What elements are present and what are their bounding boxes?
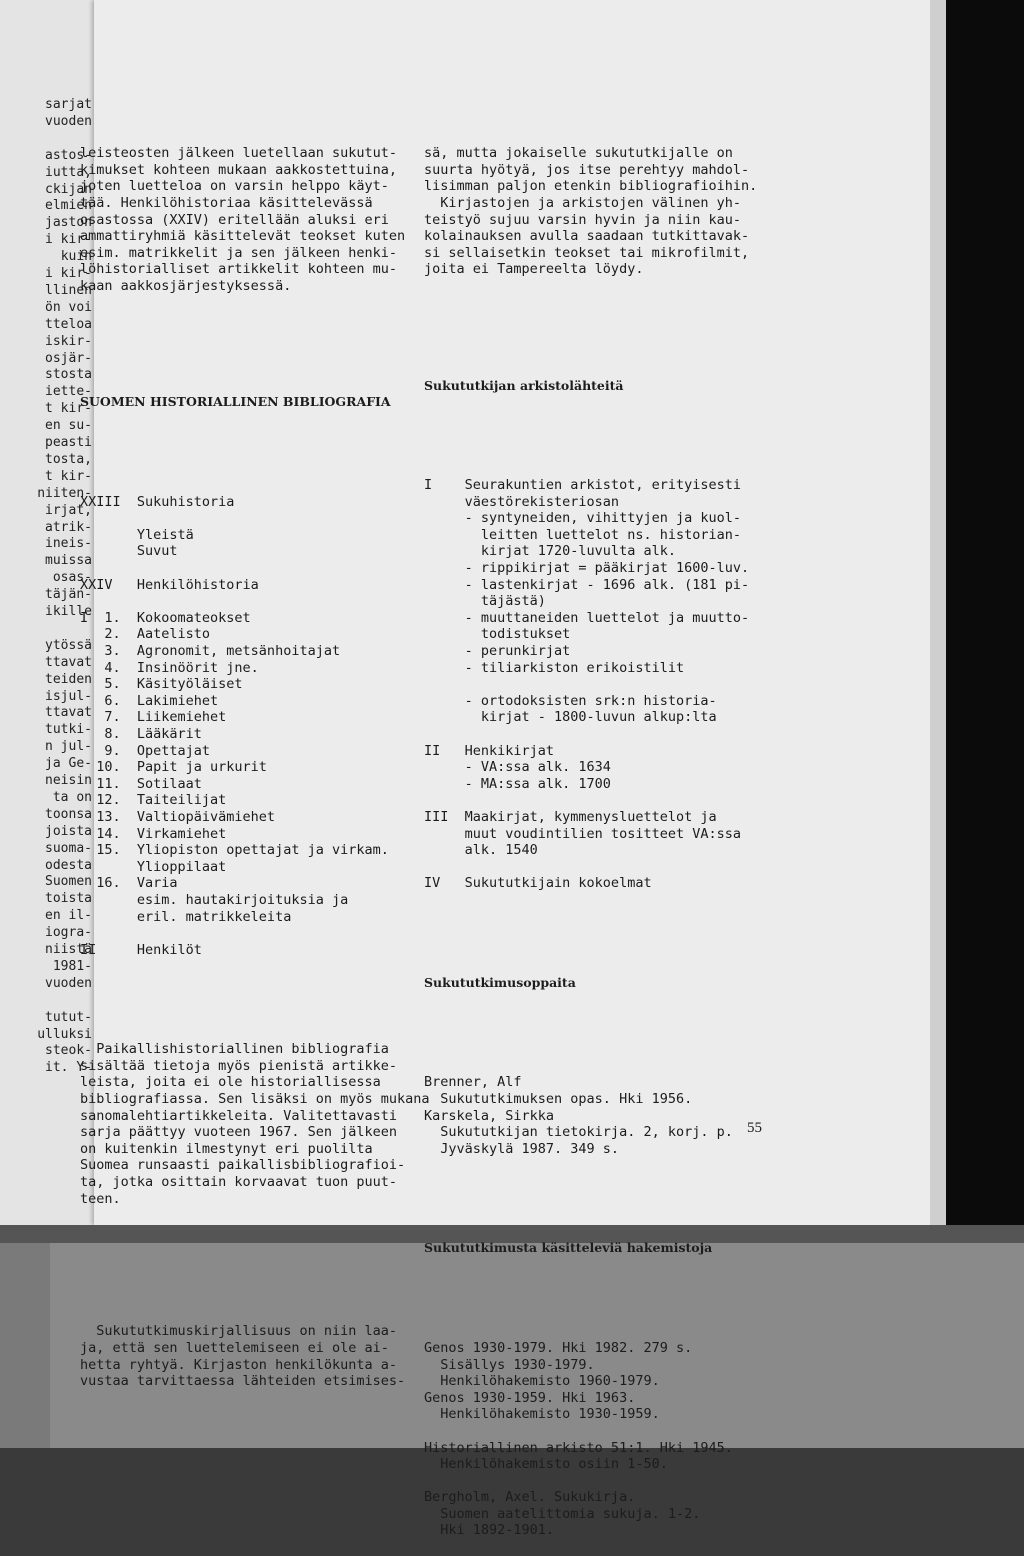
toc-line: 3. Agronomit, metsänhoitajat xyxy=(80,643,341,659)
margin-fragment: odesta xyxy=(45,857,92,873)
toc-line: 16. Varia xyxy=(80,875,178,892)
text-line: kimukset kohteen mukaan aakkostettuina, xyxy=(80,161,397,178)
margin-fragment: it. Y- xyxy=(45,1060,92,1076)
index-line: Henkilöhakemisto 1960-1979. xyxy=(424,1373,660,1390)
margin-fragment: atrik- xyxy=(45,519,92,535)
text-line: osastossa (XXIV) eritellään aluksi eri xyxy=(80,211,389,228)
text-line: teen. xyxy=(80,1190,121,1207)
paragraph-local-bibliography xyxy=(80,1041,430,1207)
archive-line: muut voudintilien tositteet VA:ssa xyxy=(424,825,741,842)
toc-line: II Henkilöt xyxy=(80,941,202,958)
margin-fragment: muissa xyxy=(45,553,92,569)
margin-fragment: astos- xyxy=(45,147,92,163)
margin-fragment: 1981- xyxy=(52,958,92,974)
archive-line: - syntyneiden, vihittyjen ja kuol- xyxy=(424,510,741,527)
text-line: lisimman paljon etenkin bibliografioihin. xyxy=(424,178,758,195)
text-line: Paikallishistoriallinen bibliografia xyxy=(80,1041,389,1058)
text-line: tää. Henkilöhistoriaa käsittelevässä xyxy=(80,194,373,211)
text-line: leisteosten jälkeen luetellaan sukutut- xyxy=(80,145,397,162)
margin-fragment: sarjat xyxy=(45,97,92,112)
margin-fragment: neisin xyxy=(45,773,92,788)
archive-line: kirjat - 1800-luvun alkup:lta xyxy=(424,709,717,726)
guide-line: Jyväskylä 1987. 349 s. xyxy=(424,1140,620,1157)
toc-line xyxy=(80,560,430,577)
index-line: Henkilöhakemisto 1930-1959. xyxy=(424,1406,660,1423)
left-intro xyxy=(80,145,430,294)
text-line: joten luetteloa on varsin helppo käyt- xyxy=(80,178,389,195)
toc-line: 6. Lakimiehet xyxy=(80,692,219,709)
text-line: leista, joita ei ole historiallisessa xyxy=(80,1074,381,1091)
margin-fragment: suoma- xyxy=(45,840,92,856)
margin-fragment: joista xyxy=(45,823,92,839)
margin-fragment: tosta, xyxy=(45,451,92,467)
archive-line: I Seurakuntien arkistot, erityisesti xyxy=(424,477,741,494)
text-line: si sellaisetkin teokset tai mikrofilmit, xyxy=(424,244,750,261)
archive-line: III Maakirjat, kymmenysluettelot ja xyxy=(424,808,717,825)
margin-fragment: llinen xyxy=(45,282,92,298)
right-column xyxy=(424,112,757,1556)
margin-fragment: ta on xyxy=(52,789,92,805)
archive-sources-heading: Sukututkijan arkistolähteitä xyxy=(424,377,624,393)
text-line: on kuitenkin ilmestynyt eri puolilta xyxy=(80,1140,373,1157)
margin-fragment: tteloa xyxy=(45,316,92,332)
toc-line: 10. Papit ja urkurit xyxy=(80,759,267,776)
archive-line: todistukset xyxy=(424,626,571,643)
margin-fragment: iette- xyxy=(45,384,92,400)
toc-line: I 1. Kokoomateokset xyxy=(80,609,251,626)
toc-line: XXIII Sukuhistoria xyxy=(80,493,235,510)
page-number: 55 xyxy=(747,1120,762,1136)
margin-fragment: ön voi xyxy=(45,299,92,315)
margin-fragment: ckijan xyxy=(45,181,92,197)
index-line: Genos 1930-1979. Hki 1982. 279 s. xyxy=(424,1339,693,1356)
text-line: hetta ryhtyä. Kirjaston henkilökunta a- xyxy=(80,1356,397,1373)
text-line: sanomalehtiartikkeleita. Valitettavasti xyxy=(80,1107,397,1124)
text-line: teistyö sujuu varsin hyvin ja niin kau- xyxy=(424,211,741,228)
indexes-list xyxy=(424,1340,757,1539)
toc-line: 14. Virkamiehet xyxy=(80,825,227,842)
margin-fragment: toista xyxy=(45,891,92,907)
index-line: Hki 1892-1901. xyxy=(424,1522,555,1539)
margin-fragment: jaston xyxy=(45,215,92,231)
margin-fragment: ulluksi xyxy=(37,1026,92,1042)
toc-line: 7. Liikemiehet xyxy=(80,709,227,726)
guides-heading: Sukututkimusoppaita xyxy=(424,974,576,990)
archive-line: - lastenkirjat - 1696 alk. (181 pi- xyxy=(424,576,750,593)
margin-fragment: kuin xyxy=(60,249,92,265)
toc-line: Suvut xyxy=(80,543,178,560)
archive-line: - VA:ssa alk. 1634 xyxy=(424,759,611,776)
margin-fragment: i kir- xyxy=(45,232,92,248)
text-line: löhistorialliset artikkelit kohteen mu- xyxy=(80,261,397,278)
guide-line: Karskela, Sirkka xyxy=(424,1107,555,1124)
bibliography-toc xyxy=(80,494,430,959)
archive-line: - perunkirjat xyxy=(424,643,571,659)
toc-line xyxy=(80,925,430,942)
text-line: suurta hyötyä, jos itse perehtyy mahdol- xyxy=(424,161,750,178)
toc-line: esim. hautakirjoituksia ja xyxy=(80,891,349,908)
archive-line: kirjat 1720-luvulta alk. xyxy=(424,543,676,560)
toc-line: XXIV Henkilöhistoria xyxy=(80,576,259,593)
text-line: sä, mutta jokaiselle sukututkijalle on xyxy=(424,145,733,162)
archive-line xyxy=(424,859,757,876)
archive-line xyxy=(424,676,757,693)
margin-fragment: iogra- xyxy=(45,925,92,941)
text-line: Kirjastojen ja arkistojen välinen yh- xyxy=(424,194,741,211)
margin-fragment: vuoden xyxy=(45,113,92,129)
archive-line xyxy=(424,726,757,743)
margin-fragment: täjän- xyxy=(45,587,92,603)
archive-line: IV Sukututkijain kokoelmat xyxy=(424,875,652,892)
index-line: Henkilöhakemisto osiin 1-50. xyxy=(424,1456,668,1473)
margin-fragment: steok- xyxy=(45,1043,92,1059)
toc-line: Ylioppilaat xyxy=(80,858,227,875)
text-line: vustaa tarvittaessa lähteiden etsimises- xyxy=(80,1373,406,1390)
margin-fragment: ja Ge- xyxy=(45,756,92,772)
guide-line: Brenner, Alf xyxy=(424,1074,522,1091)
index-line: Historiallinen arkisto 51:1. Hki 1945. xyxy=(424,1439,733,1456)
archive-line: täjästä) xyxy=(424,593,546,610)
margin-fragment: Suomen xyxy=(45,874,92,890)
toc-line: 2. Aatelisto xyxy=(80,626,211,643)
archive-line: - MA:ssa alk. 1700 xyxy=(424,775,611,792)
margin-fragment: vuoden xyxy=(45,975,92,991)
text-line: sarja päättyy vuoteen 1967. Sen jälkeen xyxy=(80,1124,397,1141)
margin-fragment: osjär- xyxy=(45,350,92,366)
toc-line: eril. matrikkeleita xyxy=(80,908,292,925)
margin-fragment: stosta xyxy=(45,367,92,383)
text-line: kaan aakkosjärjestyksessä. xyxy=(80,277,292,294)
text-line: kolainauksen avulla saadaan tutkittavak- xyxy=(424,228,750,245)
text-line: ammattiryhmiä käsittelevät teokset kuten xyxy=(80,228,406,245)
archive-line: väestörekisteriosan xyxy=(424,493,620,510)
guide-line: Sukututkimuksen opas. Hki 1956. xyxy=(424,1091,693,1108)
archive-line: alk. 1540 xyxy=(424,842,538,859)
text-line: joita ei Tampereelta löydy. xyxy=(424,261,644,278)
scanner-edge xyxy=(930,0,1024,1225)
guides-list xyxy=(424,1074,757,1157)
margin-fragment: i kir- xyxy=(45,266,92,281)
toc-line: 4. Insinöörit jne. xyxy=(80,659,259,676)
archive-line: - muuttaneiden luettelot ja muutto- xyxy=(424,609,750,626)
archive-line: leitten luettelot ns. historian- xyxy=(424,526,741,543)
margin-fragment: iutta, xyxy=(45,164,92,180)
margin-fragment: isjul- xyxy=(45,688,92,704)
margin-fragment: peasti xyxy=(45,435,92,450)
paragraph-genealogy-literature xyxy=(80,1323,430,1389)
margin-fragment: en il- xyxy=(45,908,92,924)
text-line: sisältää tietoja myös pienistä artikke- xyxy=(80,1057,397,1074)
margin-fragment: tutki- xyxy=(45,722,92,738)
margin-fragment: iskir- xyxy=(45,333,92,349)
text-line: Sukututkimuskirjallisuus on niin laa- xyxy=(80,1323,397,1340)
index-line: Suomen aatelittomia sukuja. 1-2. xyxy=(424,1505,701,1522)
margin-fragment: irjat, xyxy=(45,502,92,518)
margin-fragment: ytössä xyxy=(45,637,92,653)
margin-fragment: t kir- xyxy=(45,468,92,484)
archive-line: - rippikirjat = pääkirjat 1600-luv. xyxy=(424,560,750,577)
guide-line: Sukututkijan tietokirja. 2, korj. p. xyxy=(424,1124,733,1141)
section-title: SUOMEN HISTORIALLINEN BIBLIOGRAFIA xyxy=(80,394,391,410)
toc-line: 12. Taiteilijat xyxy=(80,792,227,809)
margin-fragment: teiden xyxy=(45,671,92,687)
margin-fragment: ttavat xyxy=(45,654,92,670)
left-column xyxy=(80,112,430,1406)
margin-fragment: osas- xyxy=(52,570,92,586)
archive-line: - ortodoksisten srk:n historia- xyxy=(424,692,717,709)
text-line: ja, että sen luettelemiseen ei ole ai- xyxy=(80,1339,389,1356)
margin-fragment: ikille xyxy=(45,604,92,619)
index-line: Bergholm, Axel. Sukukirja. xyxy=(424,1489,636,1506)
toc-line: 9. Opettajat xyxy=(80,742,211,759)
margin-fragment: ineis- xyxy=(45,536,92,552)
toc-line xyxy=(80,593,430,610)
margin-fragment: niistä xyxy=(45,942,92,957)
archive-sources-list xyxy=(424,477,757,892)
toc-line: 15. Yliopiston opettajat ja virkam. xyxy=(80,842,389,859)
index-line xyxy=(424,1423,757,1440)
toc-line xyxy=(80,510,430,527)
toc-line: 11. Sotilaat xyxy=(80,775,202,792)
margin-fragment: elmien xyxy=(45,198,92,214)
text-line: Suomea runsaasti paikallisbibliografioi- xyxy=(80,1157,406,1174)
index-line xyxy=(424,1473,757,1490)
text-line: ta, jotka osittain korvaavat tuon puut- xyxy=(80,1174,397,1190)
margin-fragment: tutut- xyxy=(45,1009,92,1025)
toc-line: 8. Lääkärit xyxy=(80,725,202,742)
toc-line: Yleistä xyxy=(80,526,194,543)
margin-fragment: n jul- xyxy=(45,739,92,755)
right-intro xyxy=(424,145,757,278)
margin-fragment: ttavat xyxy=(45,705,92,721)
indexes-heading: Sukututkimusta käsitteleviä hakemistoja xyxy=(424,1240,713,1256)
archive-line: II Henkikirjat xyxy=(424,742,555,759)
archive-line: - tiliarkiston erikoistilit xyxy=(424,659,685,676)
margin-fragment: en su- xyxy=(45,418,92,434)
text-line: esim. matrikkelit ja sen jälkeen henki- xyxy=(80,244,397,261)
margin-fragment: t kir- xyxy=(45,401,92,417)
toc-line: 13. Valtiopäivämiehet xyxy=(80,808,276,825)
archive-line xyxy=(424,792,757,809)
text-line: bibliografiassa. Sen lisäksi on myös mukana xyxy=(80,1091,430,1108)
toc-line: 5. Käsityöläiset xyxy=(80,676,243,693)
index-line: Genos 1930-1959. Hki 1963. xyxy=(424,1389,636,1406)
index-line: Sisällys 1930-1979. xyxy=(424,1356,595,1373)
margin-fragment: niiten- xyxy=(37,485,92,501)
margin-fragment: toonsa xyxy=(45,806,92,822)
